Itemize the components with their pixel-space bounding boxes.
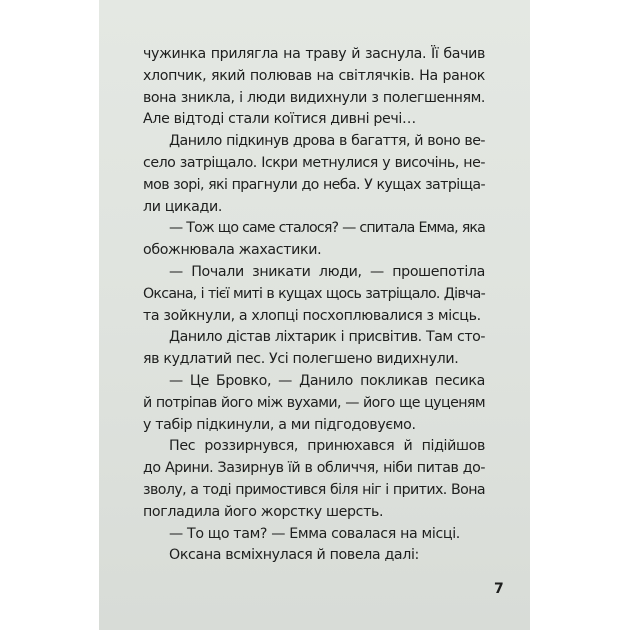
- text-line: та зойкнули, а хлопці посхоплювалися з місць.: [143, 307, 481, 324]
- text-line: яв кудлатий пес. Усі полегшено видихнули.: [143, 351, 459, 368]
- text-line: погладила його жорстку шерсть.: [143, 503, 384, 520]
- text-line: Данило підкинув дрова в багаття, й воно ве-: [169, 133, 485, 150]
- text-line: мов зорі, які прагнули до неба. У кущах затріща-: [143, 176, 485, 193]
- text-line: Пес роззирнувся, принюхався й підійшов: [169, 438, 485, 455]
- text-line: Оксана, і тієї миті в кущах щось затріщало. Дівча-: [143, 285, 485, 302]
- text-line: у табір підкинули, а ми підгодовуємо.: [143, 416, 416, 433]
- text-line: хлопчик, який полював на світлячків. На ранок: [143, 67, 485, 84]
- text-line: вона зникла, і люди видихнули з полегшенням.: [143, 89, 485, 106]
- text-line: Оксана всміхнулася й повела далі:: [169, 547, 419, 564]
- text-line: ли цикади.: [143, 198, 222, 215]
- text-line: й потріпав його між вухами, — його ще цуценям: [143, 394, 485, 411]
- text-line: до Арини. Зазирнув їй в обличчя, ніби питав до-: [143, 460, 485, 477]
- text-line: — Тож що саме сталося? — спитала Емма, яка: [169, 220, 485, 237]
- text-line: зволу, а тоді примостився біля ніг і притих. Вона: [143, 481, 485, 498]
- text-line: Данило дістав ліхтарик і присвітив. Там сто-: [169, 329, 485, 346]
- text-line: — То що там? — Емма совалася на місці.: [169, 525, 460, 542]
- text-line: Але відтоді стали коїтися дивні речі…: [143, 111, 416, 128]
- text-line: обожнювала жахастики.: [143, 242, 322, 259]
- book-page: [99, 0, 530, 630]
- text-line: село затріщало. Іскри метнулися у височінь, не-: [143, 154, 485, 171]
- text-line: — Це Бровко, — Данило покликав песика: [169, 372, 485, 389]
- text-line: — Почали зникати люди, — прошепотіла: [169, 263, 485, 280]
- text-line: чужинка прилягла на траву й заснула. Її бачив: [143, 46, 485, 62]
- page-text: [143, 44, 485, 567]
- page-number: 7: [494, 581, 504, 597]
